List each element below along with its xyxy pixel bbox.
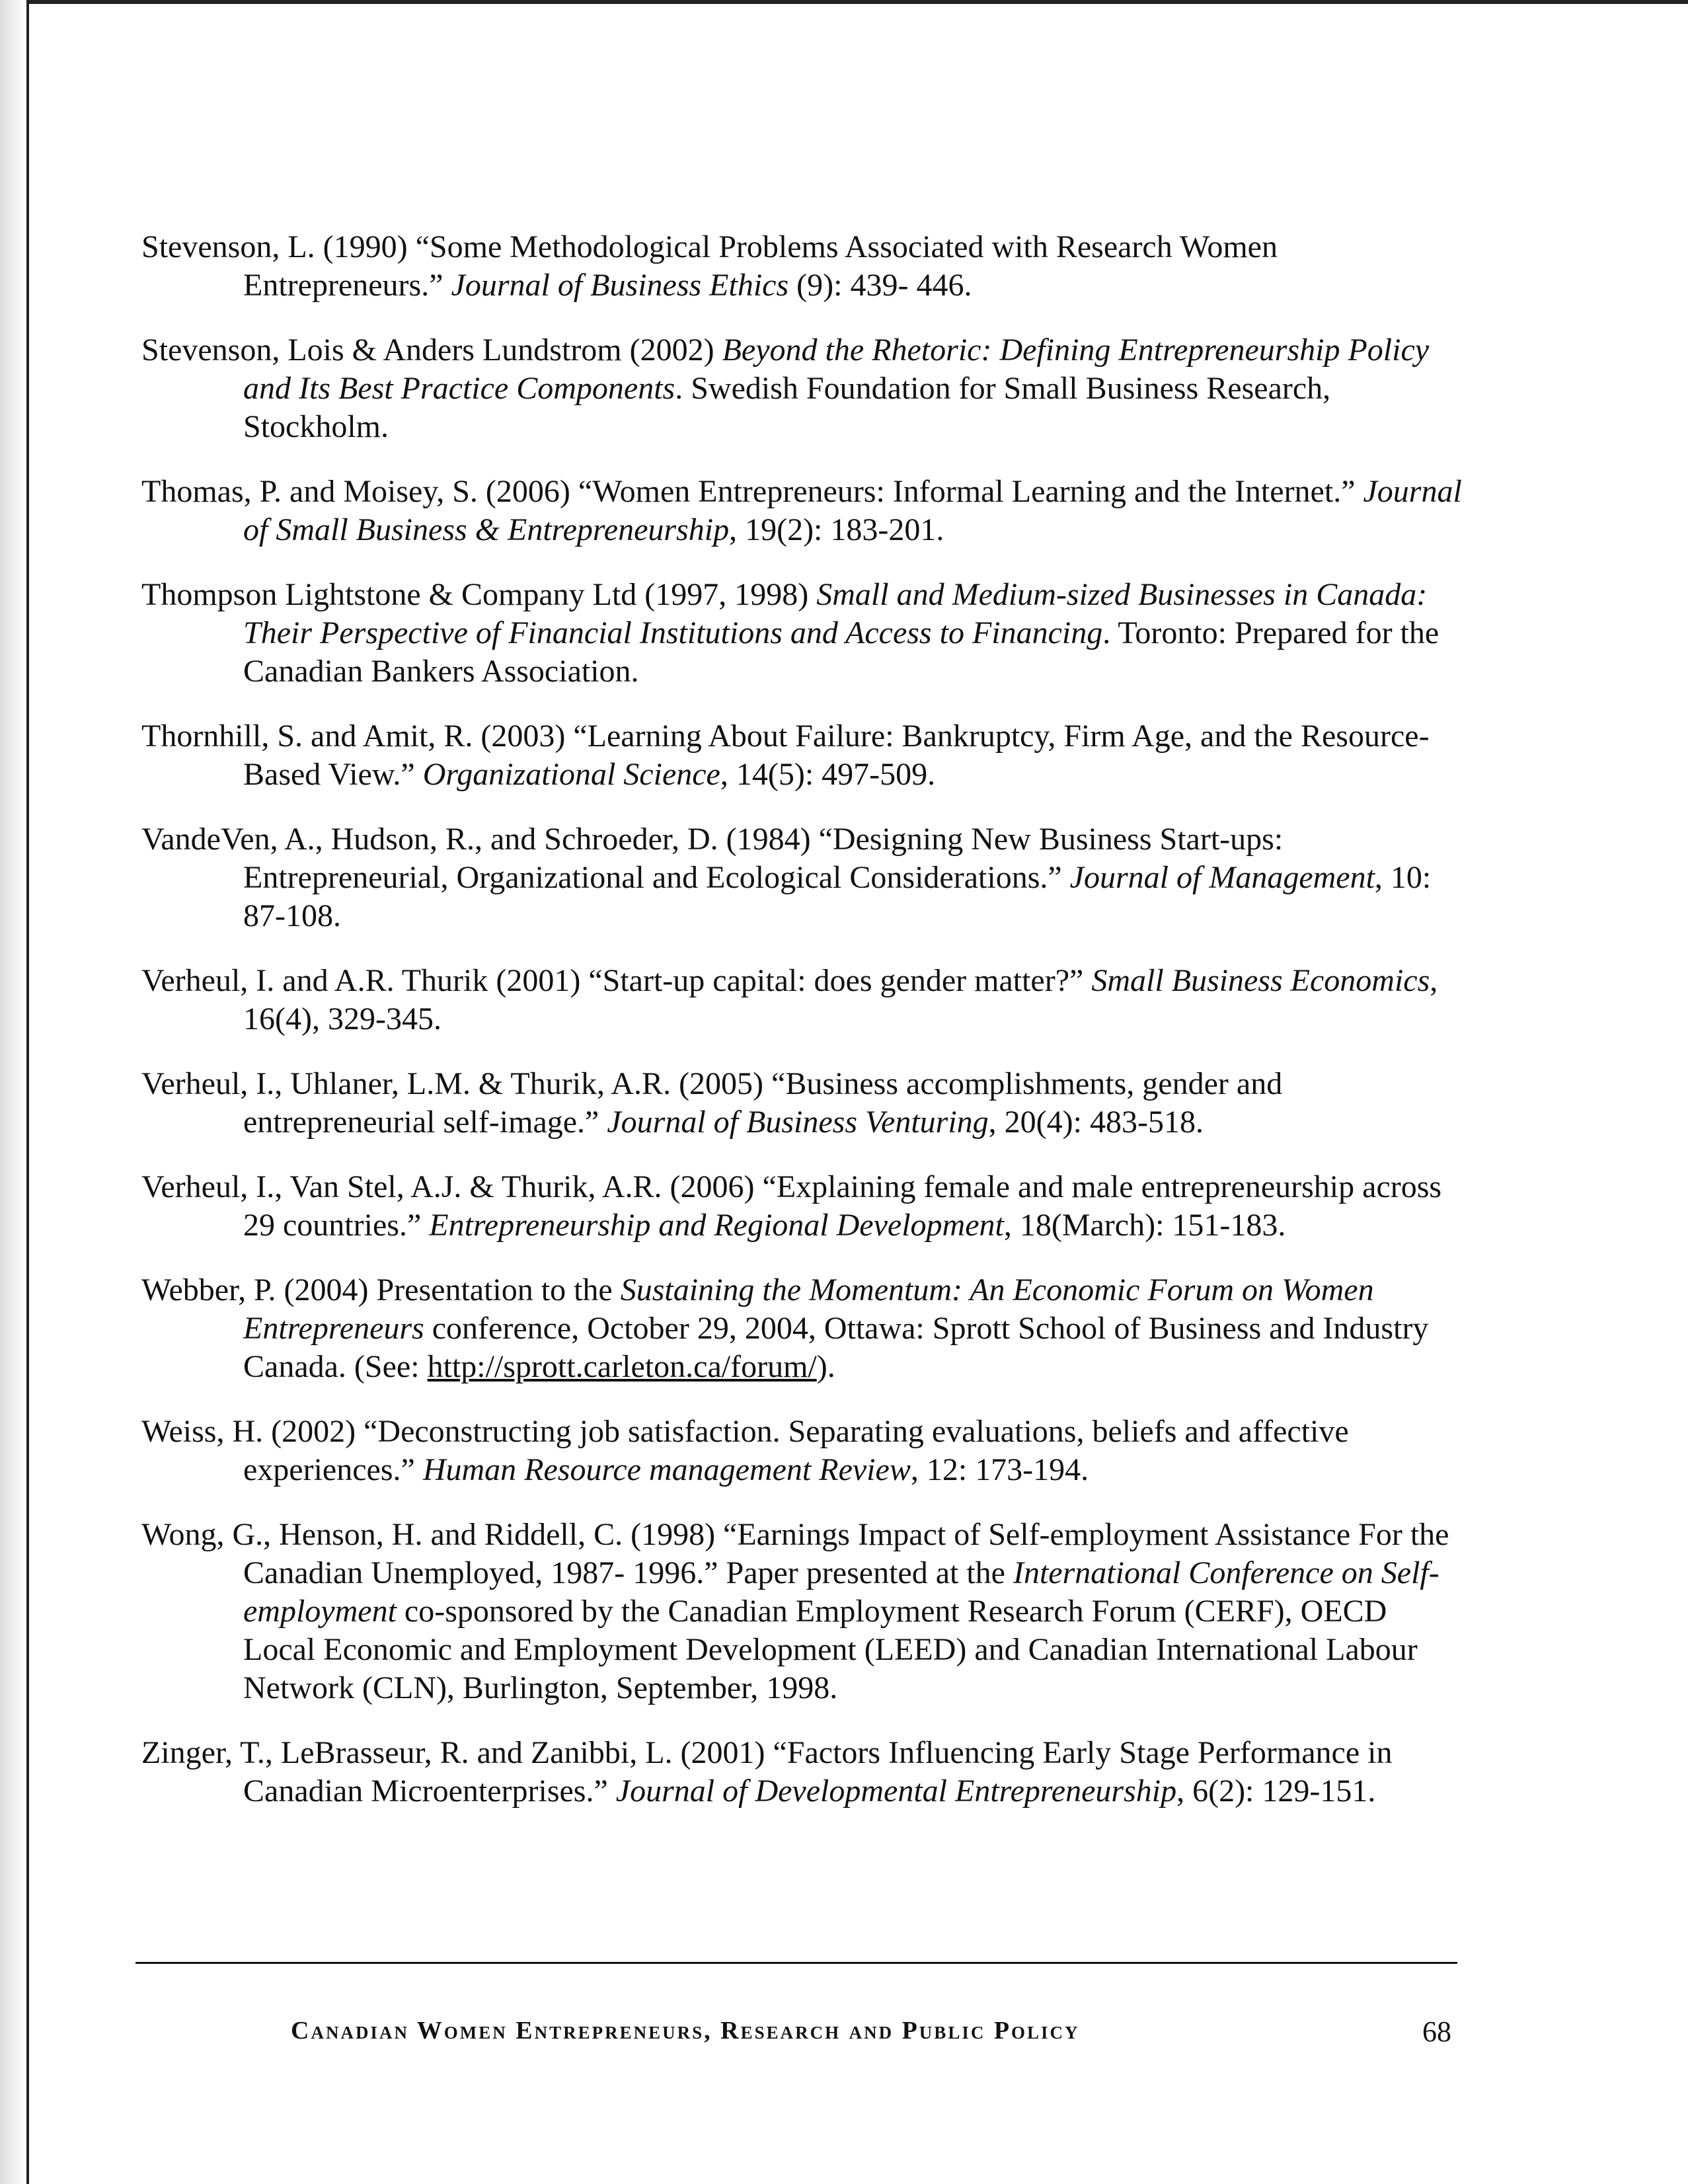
reference-entry: Weiss, H. (2002) “Deconstructing job satisfaction. Separating evaluations, beliefs and affective experiences.” Human Resource management Review, 12: 173-194. xyxy=(141,1414,1349,1487)
footer-title: Canadian Women Entrepreneurs, Research and Public Policy xyxy=(291,2017,1080,2045)
page-number: 68 xyxy=(1422,2015,1451,2048)
reference-entry: Verheul, I., Uhlaner, L.M. & Thurik, A.R. (2005) “Business accomplishments, gender and entrepreneurial self-image.” Journal of Business Venturing, 20(4): 483-518. xyxy=(141,1066,1283,1140)
reference-entry: Verheul, I. and A.R. Thurik (2001) “Start-up capital: does gender matter?” Small Business Economics, 16(4), 329-345. xyxy=(141,963,1438,1036)
scan-edge-left xyxy=(0,0,29,2184)
reference-entry: Verheul, I., Van Stel, A.J. & Thurik, A.R. (2006) “Explaining female and male entrepreneurship across 29 countries.” Entrepreneurship and Regional Development, 18(March): 151-183. xyxy=(141,1169,1442,1243)
reference-entry: Webber, P. (2004) Presentation to the Sustaining the Momentum: An Economic Forum on Women Entrepreneurs conference, October 29, 2004, Ottawa: Sprott School of Business and Industry Canada. (See: http://sprott.carleton.ca/forum/). xyxy=(141,1272,1429,1384)
reference-entry: Thompson Lightstone & Company Ltd (1997, 1998) Small and Medium-sized Businesses in Canada: Their Perspective of Financial Institutions and Access to Financing. Toronto: Prepared for the Canadian Bankers Association. xyxy=(141,577,1439,689)
reference-entry: Wong, G., Henson, H. and Riddell, C. (1998) “Earnings Impact of Self-employment Assistance For the Canadian Unemployed, 1987- 1996.” Paper presented at the International Conference on Self-employment co-sponsored by the Canadian Employment Research Forum (CERF), OECD Local Economic and Employment Development (LEED) and Canadian International Labour Network (CLN), Burlington, September, 1998. xyxy=(141,1517,1449,1705)
forum-link[interactable]: http://sprott.carleton.ca/forum/ xyxy=(427,1349,817,1384)
scan-edge-top xyxy=(0,0,1688,4)
reference-entry: Stevenson, L. (1990) “Some Methodological Problems Associated with Research Women Entrepreneurs.” Journal of Business Ethics (9): 439- 446. xyxy=(141,229,1278,303)
reference-entry: Zinger, T., LeBrasseur, R. and Zanibbi, L. (2001) “Factors Influencing Early Stage Performance in Canadian Microenterprises.” Journal of Developmental Entrepreneurship, 6(2): 129-151. xyxy=(141,1735,1393,1809)
reference-list xyxy=(141,228,1463,1837)
reference-entry: Thomas, P. and Moisey, S. (2006) “Women Entrepreneurs: Informal Learning and the Internet.” Journal of Small Business & Entrepreneurship, 19(2): 183-201. xyxy=(141,474,1462,547)
reference-entry: Thornhill, S. and Amit, R. (2003) “Learning About Failure: Bankruptcy, Firm Age, and the Resource-Based View.” Organizational Science, 14(5): 497-509. xyxy=(141,719,1430,792)
footer-rule xyxy=(135,1962,1457,1964)
reference-entry: VandeVen, A., Hudson, R., and Schroeder, D. (1984) “Designing New Business Start-ups: Entrepreneurial, Organizational and Ecological Considerations.” Journal of Management, 10: 87-108. xyxy=(141,822,1432,933)
reference-entry: Stevenson, Lois & Anders Lundstrom (2002) Beyond the Rhetoric: Defining Entrepreneurship Policy and Its Best Practice Components. Swedish Foundation for Small Business Research, Stockholm. xyxy=(141,332,1430,444)
